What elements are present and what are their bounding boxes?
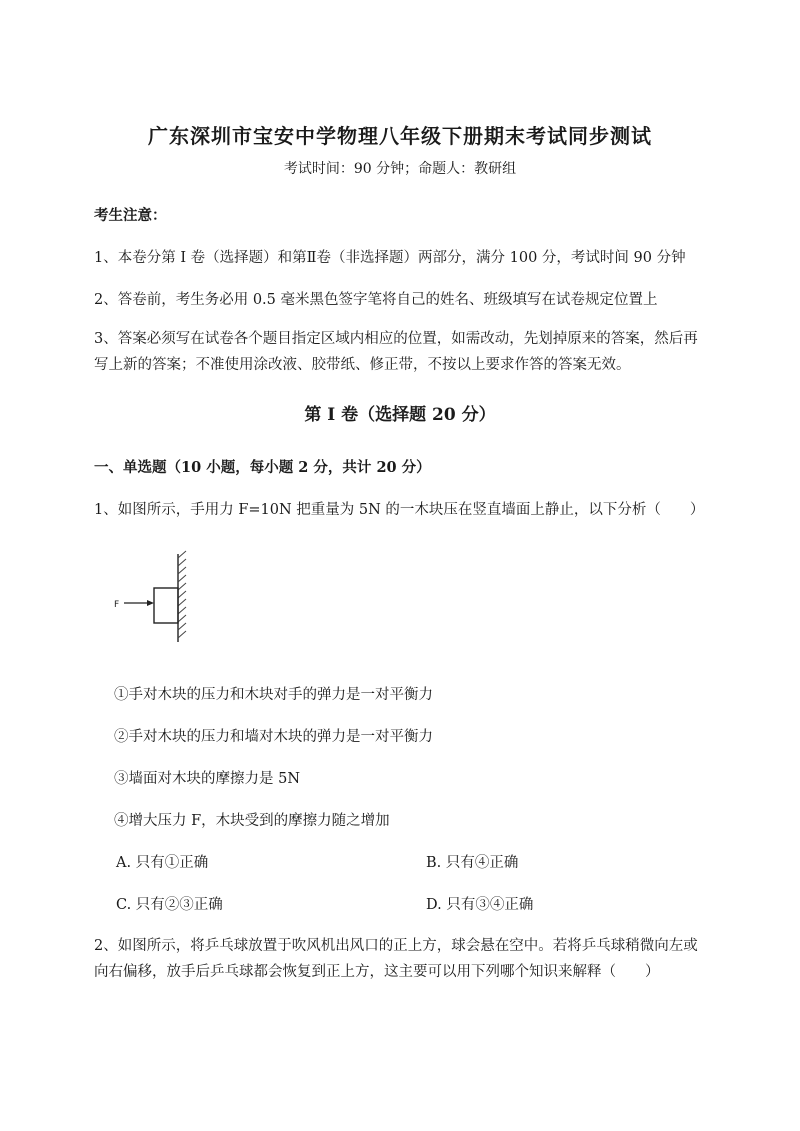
page-subtitle: 考试时间：90 分钟；命题人：教研组 <box>283 161 517 177</box>
notice-item-2: 2、答卷前，考生务必用 0.5 毫米黑色签字笔将自己的姓名、班级填写在试卷规定位置上 <box>94 292 658 308</box>
section-title: 第 I 卷（选择题 20 分） <box>304 405 496 425</box>
option-b[interactable]: B. 只有④正确 <box>426 855 519 871</box>
option-d[interactable]: D. 只有③④正确 <box>426 897 534 913</box>
force-label: F <box>114 600 120 610</box>
statement-2: ②手对木块的压力和墙对木块的弹力是一对平衡力 <box>114 729 433 745</box>
statement-1: ①手对木块的压力和木块对手的弹力是一对平衡力 <box>114 687 433 703</box>
force-diagram-svg <box>110 548 200 648</box>
statement-4: ④增大压力 F，木块受到的摩擦力随之增加 <box>114 813 390 829</box>
question-2-stem: 2、如图所示，将乒乓球放置于吹风机出风口的正上方，球会悬在空中。若将乒乓球稍微向左或向右偏移，放手后乒乓球都会恢复到正上方，这主要可以用下列哪个知识来解释（ ） <box>94 938 698 980</box>
option-c[interactable]: C. 只有②③正确 <box>116 897 223 913</box>
notice-heading: 考生注意： <box>94 207 167 224</box>
statement-3: ③墙面对木块的摩擦力是 5N <box>114 771 301 787</box>
part-heading: 一、单选题（10 小题，每小题 2 分，共计 20 分） <box>94 459 431 476</box>
notice-item-1: 1、本卷分第 I 卷（选择题）和第Ⅱ卷（非选择题）两部分，满分 100 分，考试时间 90 分钟 <box>94 250 686 266</box>
notice-item-3: 3、答案必须写在试卷各个题目指定区域内相应的位置，如需改动，先划掉原来的答案，然后再写上新的答案；不准使用涂改液、胶带纸、修正带，不按以上要求作答的答案无效。 <box>94 331 698 373</box>
page-title: 广东深圳市宝安中学物理八年级下册期末考试同步测试 <box>148 124 652 148</box>
force-diagram <box>110 548 200 652</box>
option-a[interactable]: A. 只有①正确 <box>116 855 209 871</box>
question-1-stem: 1、如图所示，手用力 F=10N 把重量为 5N 的一木块压在竖直墙面上静止，以下分析（ ） <box>94 502 705 518</box>
